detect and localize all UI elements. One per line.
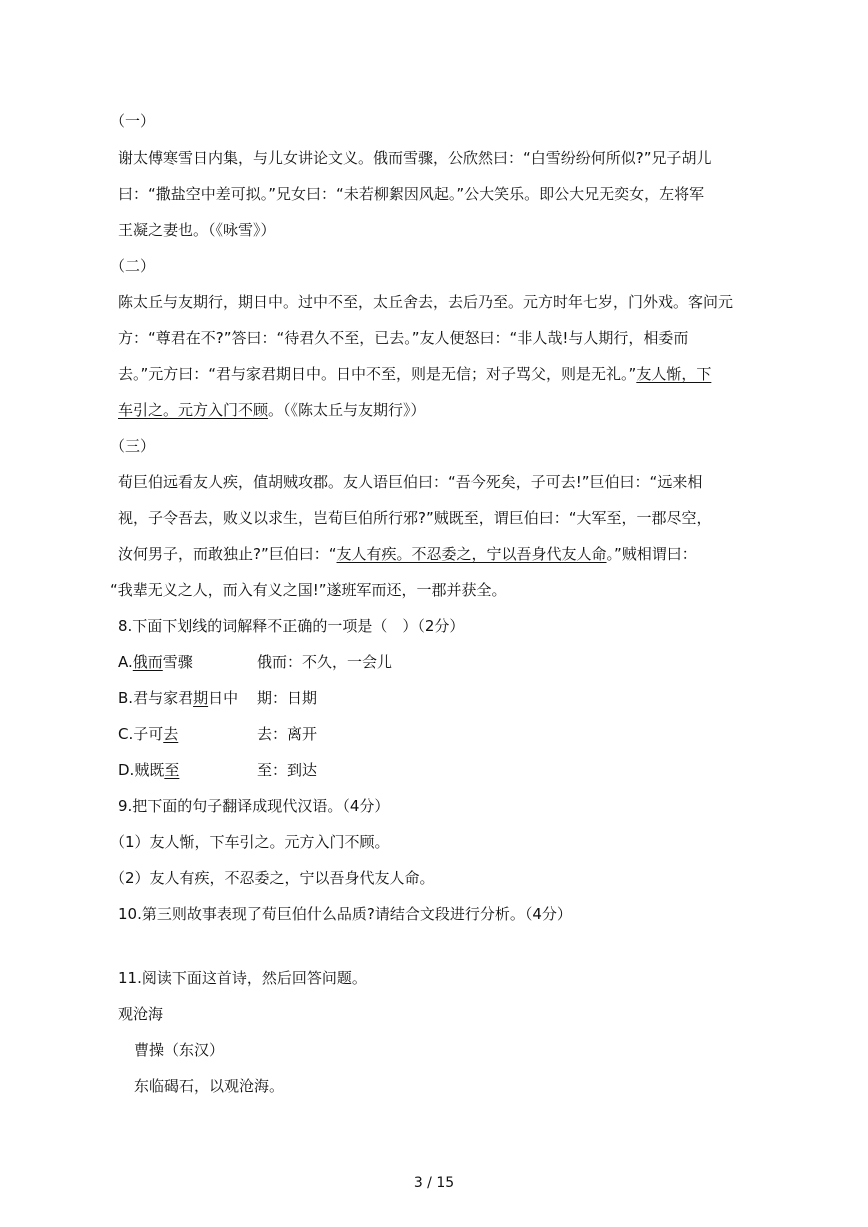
passage2-line-3-text: 去。”元方曰：“君与家君期日中。日中不至，则是无信；对子骂父，则是无礼。” xyxy=(118,365,637,383)
q8-option-b xyxy=(118,688,238,708)
passage3-underlined-sentence: 友人有疾。不忍委之，宁以吾身代友人命 xyxy=(336,545,607,563)
q11-stem: 11.阅读下面这首诗，然后回答问题。 xyxy=(118,969,367,987)
option-underlined-word: 俄而 xyxy=(132,653,163,671)
q8-option-c xyxy=(118,724,178,744)
passage2-label: （二） xyxy=(110,257,156,275)
option-underlined-word: 期 xyxy=(193,689,209,707)
option-text-post: 雪骤 xyxy=(162,653,193,671)
option-text-post: 日中 xyxy=(208,689,239,707)
passage2-line-2: 方：“尊君在不?”答曰：“待君久不至，已去。”友人便怒曰：“非人哉!与人期行，相委而 xyxy=(118,329,689,347)
passage2-line-4 xyxy=(118,400,426,420)
passage1-line-2: 曰：“撒盐空中差可拟。”兄女曰：“未若柳絮因风起。”公大笑乐。即公大兄无奕女，左将军 xyxy=(118,185,705,203)
q9-item-2: （2）友人有疾，不忍委之，宁以吾身代友人命。 xyxy=(110,869,435,887)
q8-option-c-gloss: 去：离开 xyxy=(257,725,318,743)
q8-stem: 8.下面下划线的词解释不正确的一项是（ ）（2分） xyxy=(118,617,465,635)
poem-title: 观沧海 xyxy=(118,1005,164,1023)
q8-option-d-gloss: 至：到达 xyxy=(257,761,318,779)
passage1-line-3: 王凝之妻也。（《咏雪》） xyxy=(118,221,276,239)
q8-option-d xyxy=(118,760,179,780)
q8-option-b-gloss: 期：日期 xyxy=(257,689,318,707)
option-underlined-word: 去 xyxy=(163,725,179,743)
passage2-underlined-sentence-start: 友人惭，下 xyxy=(636,365,712,383)
passage3-line-3-post: 。”贼相谓曰： xyxy=(606,545,697,563)
passage3-line-2: 视，子令吾去，败义以求生，岂荀巨伯所行邪?”贼既至，谓巨伯曰：“大军至，一郡尽空， xyxy=(118,509,712,527)
passage3-line-3 xyxy=(118,544,697,564)
option-letter: B. xyxy=(118,689,134,707)
passage3-line-1: 荀巨伯远看友人疾，值胡贼攻郡。友人语巨伯曰：“吾今死矣，子可去!”巨伯曰：“远来相 xyxy=(118,473,703,491)
passage3-line-4: “我辈无义之人，而入有义之国!”遂班军而还，一郡并获全。 xyxy=(110,581,507,599)
poem-author: 曹操（东汉） xyxy=(134,1041,225,1059)
q9-item-1: （1）友人惭，下车引之。元方入门不顾。 xyxy=(110,833,390,851)
option-text-pre: 君与家君 xyxy=(133,689,194,707)
option-underlined-word: 至 xyxy=(164,761,180,779)
poem-line-1: 东临碣石，以观沧海。 xyxy=(134,1077,285,1095)
option-text-pre: 子可 xyxy=(133,725,164,743)
passage3-label: （三） xyxy=(110,437,156,455)
option-letter: A. xyxy=(118,653,133,671)
passage2-line-3 xyxy=(118,364,711,384)
passage2-line-1: 陈太丘与友期行，期日中。过中不至，太丘舍去，去后乃至。元方时年七岁，门外戏。客问元 xyxy=(118,293,734,311)
q9-stem: 9.把下面的句子翻译成现代汉语。（4分） xyxy=(118,797,390,815)
option-letter: C. xyxy=(118,725,134,743)
q8-option-a xyxy=(118,652,193,672)
passage3-line-3-pre: 汝何男子，而敢独止?”巨伯曰：“ xyxy=(118,545,337,563)
passage2-line-4-tail: 。（《陈太丘与友期行》） xyxy=(268,401,426,419)
passage1-line-1: 谢太傅寒雪日内集，与儿女讲论文义。俄而雪骤，公欣然曰：“白雪纷纷何所似?”兄子胡儿 xyxy=(118,149,712,167)
passage2-underlined-sentence-end: 车引之。元方入门不顾 xyxy=(118,401,269,419)
passage1-label: （一） xyxy=(110,112,156,130)
q10-stem: 10.第三则故事表现了荀巨伯什么品质?请结合文段进行分析。（4分） xyxy=(118,905,572,923)
page-number: 3 / 15 xyxy=(413,1175,455,1191)
q8-option-a-gloss: 俄而：不久，一会儿 xyxy=(257,653,393,671)
option-text-pre: 贼既 xyxy=(134,761,165,779)
option-letter: D. xyxy=(118,761,135,779)
